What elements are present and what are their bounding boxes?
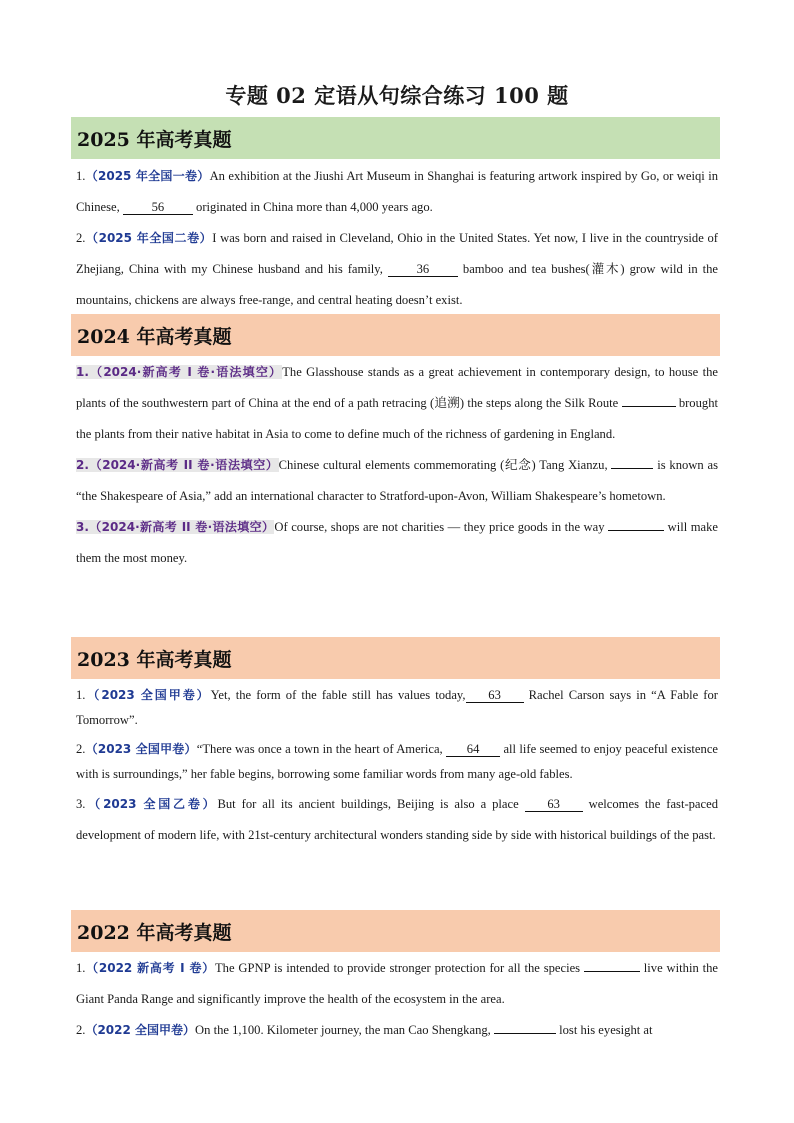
section-2024	[71, 314, 720, 574]
question-text: is known as “the Shakespeare of Asia,” add an international character to Stratford-upon-Avon, William Shakespeare’s hometown.	[76, 458, 718, 503]
answer-blank[interactable]	[584, 971, 640, 972]
question-text: will make them the most money.	[76, 520, 718, 565]
question-text: lost his eyesight at	[555, 1023, 653, 1037]
question-text: live within the Giant Panda Range and significantly improve the health of the ecosystem in the area.	[76, 961, 718, 1006]
question-text: Chinese cultural elements commemorating (纪念) Tang Xianzu,	[278, 458, 612, 472]
page-title: 专题 02 定语从句综合练习 100 题	[225, 83, 569, 108]
question-number: 1.	[76, 169, 86, 183]
section-heading: 2025 年高考真题	[71, 117, 720, 159]
section-heading: 2022 年高考真题	[71, 910, 720, 952]
question-item	[71, 683, 720, 733]
question-source: （2023 全国甲卷）	[85, 742, 197, 756]
question-text: An exhibition at the Jiushi Art Museum in Shanghai is featuring artwork inspired by Go, or weiqi in Chinese,	[76, 169, 719, 214]
question-item	[71, 450, 720, 512]
question-item	[71, 223, 720, 316]
question-source: （2023 全国乙卷）	[85, 797, 218, 811]
section-2023	[71, 637, 720, 851]
question-number: 3.	[76, 797, 86, 811]
question-text: On the 1,100. Kilometer journey, the man Cao Shengkang,	[195, 1023, 494, 1037]
question-item	[71, 789, 720, 851]
answer-blank[interactable]: 63	[525, 797, 583, 812]
question-source: （2024·新高考 I 卷·语法填空）	[88, 365, 283, 379]
section-2025	[71, 117, 720, 316]
question-text: all life seemed to enjoy peaceful existence with is surroundings,” her fable begins, borrowing some familiar words from many age-old fables.	[76, 742, 718, 781]
question-text: brought the plants from their native habitat in Asia to come to define much of the richness of gardening in England.	[76, 396, 718, 441]
question-source: （2024·新高考 II 卷·语法填空）	[88, 520, 275, 534]
answer-blank[interactable]	[608, 530, 664, 531]
question-source: （2025 年全国二卷）	[85, 231, 213, 245]
question-number: 2.	[76, 458, 89, 472]
question-source: （2023 全国甲卷）	[85, 688, 211, 702]
question-text: Yet, the form of the fable still has values today,	[210, 688, 466, 702]
answer-blank[interactable]: 64	[446, 742, 500, 757]
answer-blank[interactable]: 56	[123, 200, 193, 215]
question-text: Rachel Carson says in “A Fable for Tomorrow”.	[76, 688, 718, 727]
answer-blank[interactable]: 36	[388, 262, 458, 277]
question-number: 3.	[76, 520, 89, 534]
answer-blank[interactable]	[611, 468, 653, 469]
question-text: But for all its ancient buildings, Beijing is also a place	[217, 797, 525, 811]
question-number: 1.	[76, 961, 86, 975]
question-item	[71, 161, 720, 223]
question-item	[71, 953, 720, 1015]
question-number: 1.	[76, 688, 86, 702]
question-text: I was born and raised in Cleveland, Ohio in the United States. Yet now, I live in the countryside of Zhejiang, China with my Chinese husband and his family,	[76, 231, 719, 276]
question-source: （2024·新高考 II 卷·语法填空）	[88, 458, 279, 472]
section-2022	[71, 910, 720, 1046]
question-item	[71, 512, 720, 574]
answer-blank[interactable]	[622, 406, 676, 407]
question-number: 2.	[76, 231, 86, 245]
question-item	[71, 357, 720, 450]
question-item	[71, 737, 720, 787]
question-text: The Glasshouse stands as a great achievement in contemporary design, to house the plants of the southwestern part of China at the end of a path retracing (追溯) the steps along the Silk Route	[76, 365, 718, 410]
question-source: （2025 年全国一卷）	[85, 169, 210, 183]
question-text: bamboo and tea bushes(灌木) grow wild in the mountains, chickens are always free-range, and central heating doesn’t exist.	[76, 262, 718, 307]
question-text: welcomes the fast-paced development of modern life, with 21st-century architectural wonders standing side by side with historical buildings of the past.	[76, 797, 719, 842]
answer-blank[interactable]	[494, 1033, 556, 1034]
section-heading: 2024 年高考真题	[71, 314, 720, 356]
question-text: “There was once a town in the heart of America,	[196, 742, 447, 756]
question-number: 2.	[76, 742, 86, 756]
answer-blank[interactable]: 63	[466, 688, 524, 703]
question-text: Of course, shops are not charities — they price goods in the way	[274, 520, 609, 534]
question-number: 1.	[76, 365, 89, 379]
question-item	[71, 1015, 720, 1046]
section-heading: 2023 年高考真题	[71, 637, 720, 679]
question-text: The GPNP is intended to provide stronger protection for all the species	[214, 961, 584, 975]
question-source: （2022 全国甲卷）	[85, 1023, 196, 1037]
question-source: （2022 新高考 I 卷）	[85, 961, 215, 975]
question-text: originated in China more than 4,000 years ago.	[192, 200, 433, 214]
question-number: 2.	[76, 1023, 86, 1037]
